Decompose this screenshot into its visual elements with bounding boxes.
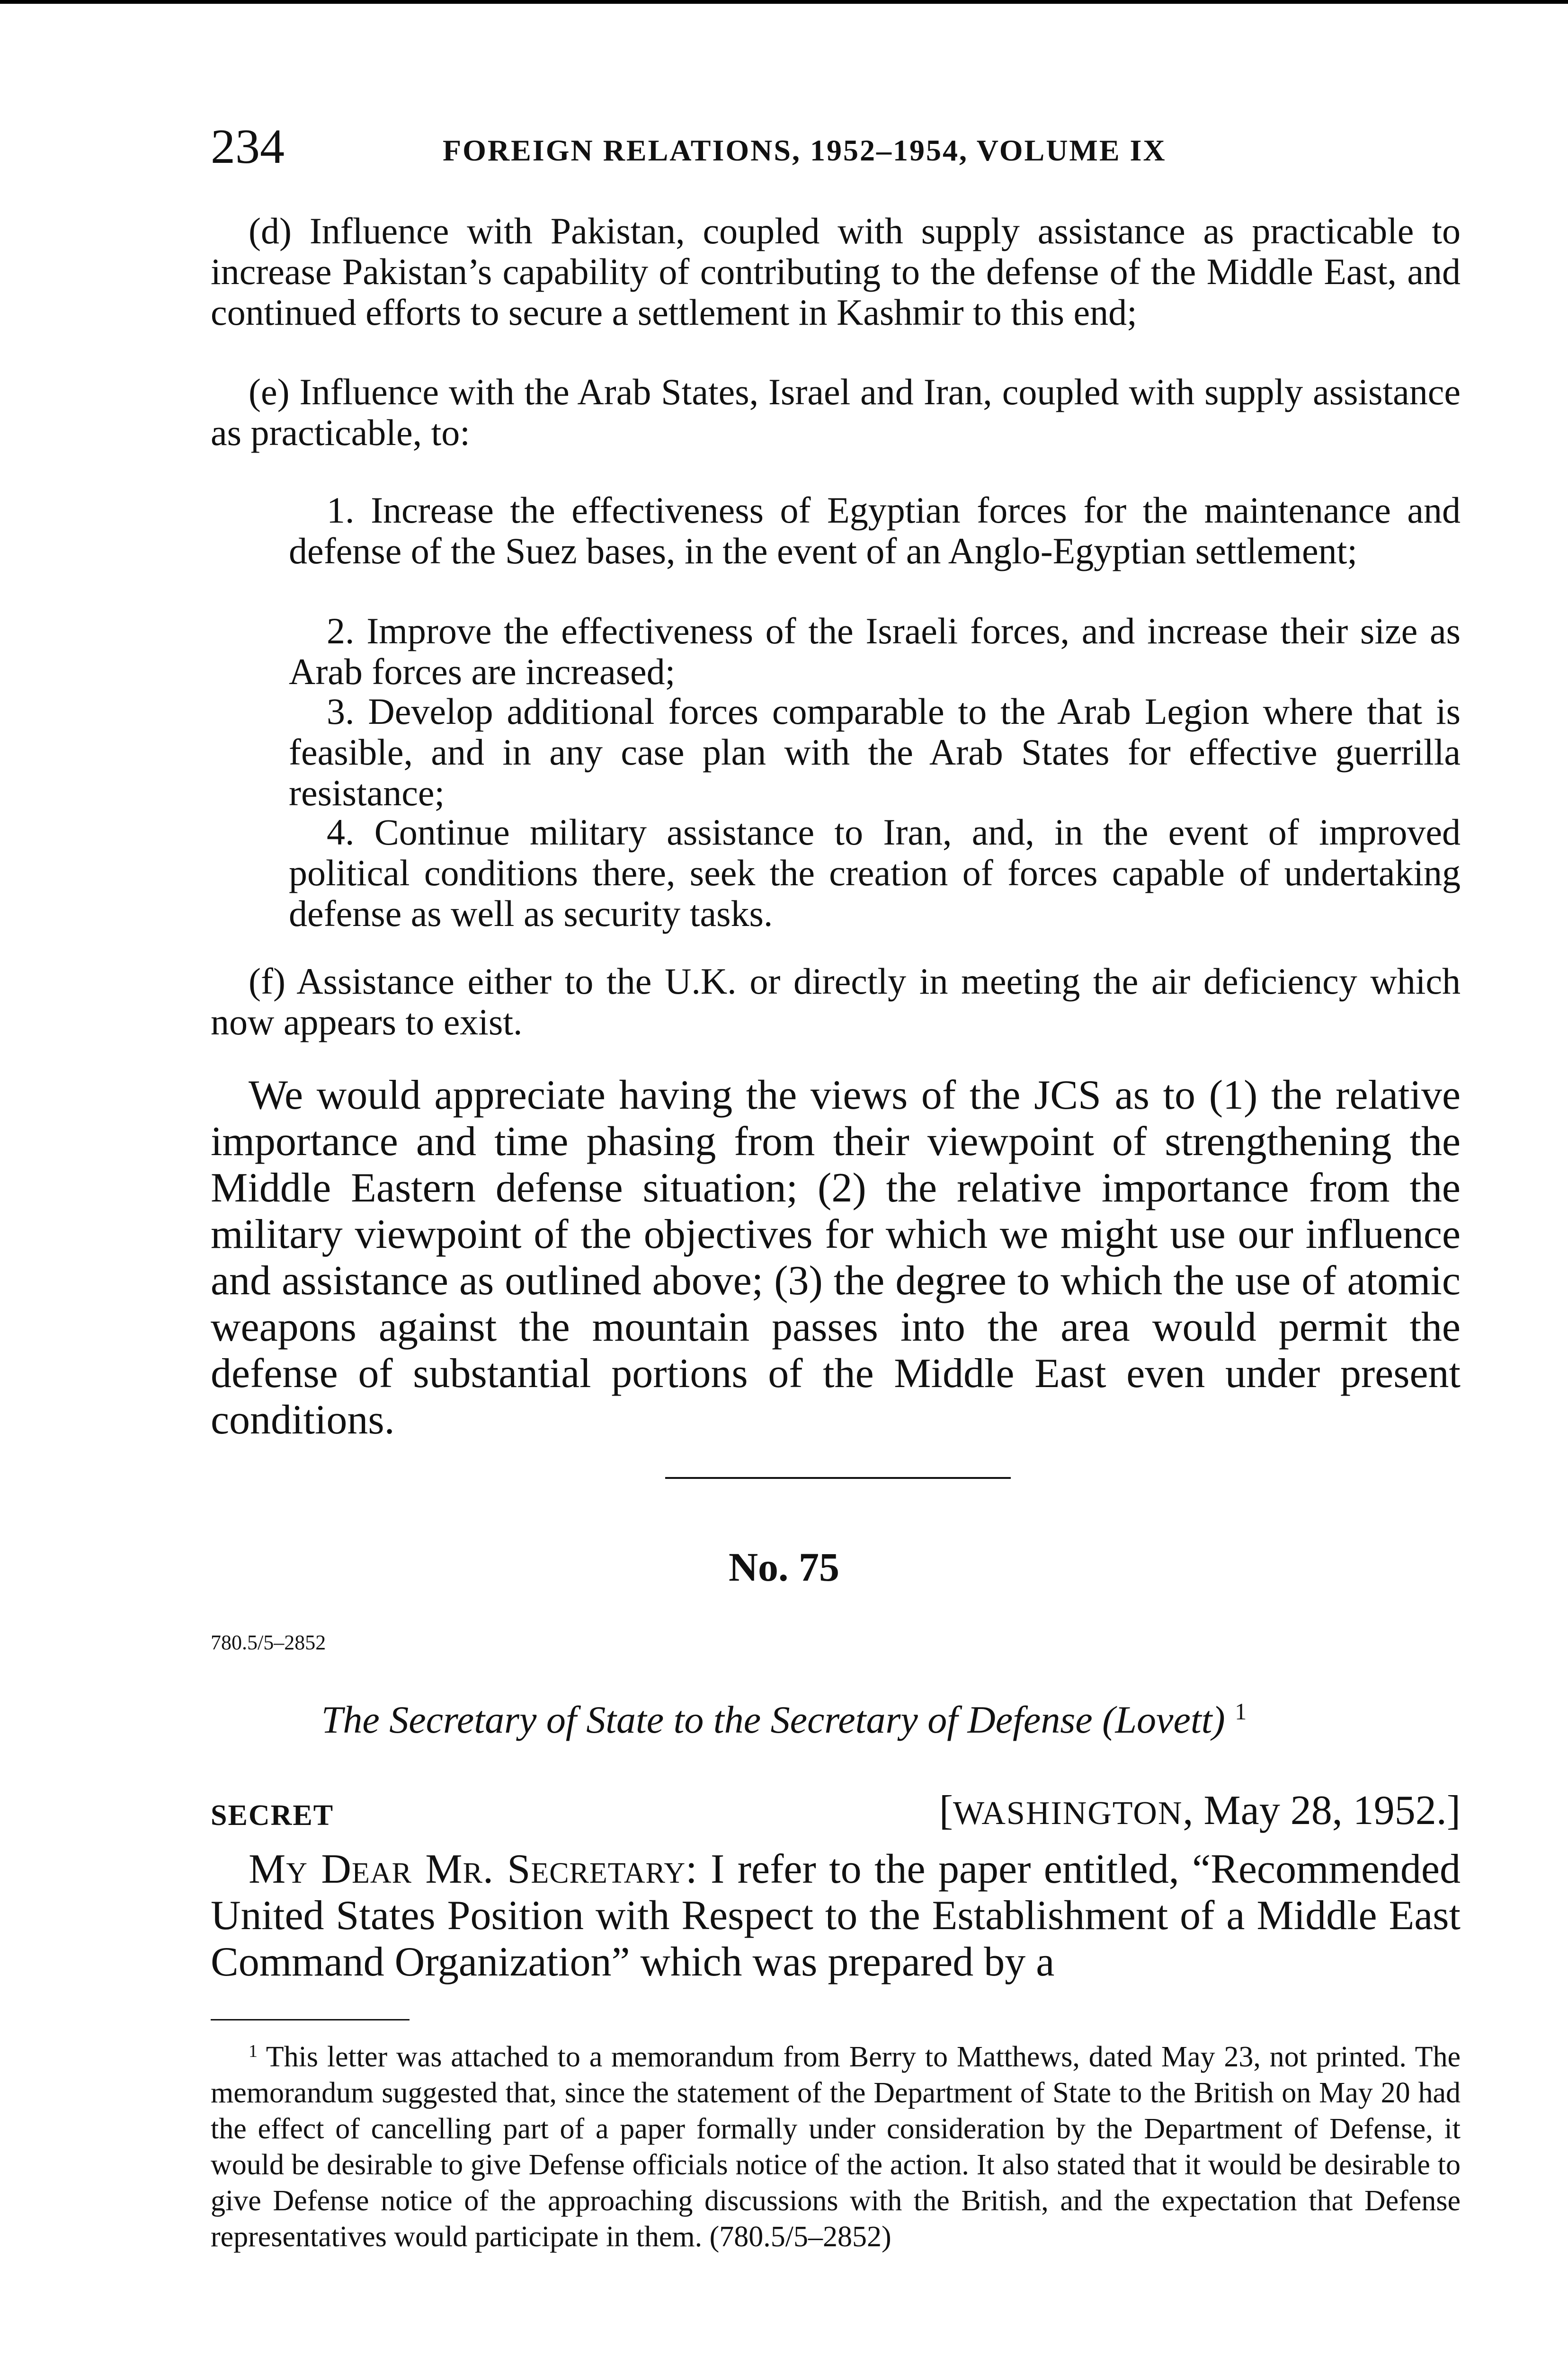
classification-label: SECRET bbox=[211, 1799, 334, 1832]
subitem-2: 2. Improve the effectiveness of the Israeli forces, and increase their size as Arab forces are increased; bbox=[289, 610, 1461, 692]
letter-opening bbox=[211, 1846, 1461, 1985]
document-title bbox=[0, 1685, 1568, 1746]
title-footnote-mark[interactable]: 1 bbox=[1235, 1698, 1247, 1725]
opening-text: I refer to the paper entitled, “Recommended United States Position with Respect to the Establishment of a Middle East Command Organization” which was prepared by a bbox=[211, 1846, 1461, 1985]
scan-edge bbox=[0, 0, 1568, 4]
point-f: (f) Assistance either to the U.K. or directly in meeting the air deficiency which now appears to exist. bbox=[211, 961, 1461, 1042]
document-number: No. 75 bbox=[728, 1544, 840, 1590]
closing-paragraph: We would appreciate having the views of the JCS as to (1) the relative importance and time phasing from their viewpoint of strengthening the Middle Eastern defense situation; (2) the relative importance from the military viewpoint of the objectives for which we might use our influence and assistance as outlined above; (3) the degree to which the use of atomic weapons against the mountain passes into the area would permit the defense of substantial portions of the Middle East even under present conditions. bbox=[211, 1072, 1461, 1443]
date-line bbox=[939, 1785, 1461, 1840]
document-title-text: The Secretary of State to the Secretary of Defense (Lovett) bbox=[321, 1698, 1225, 1741]
point-e: (e) Influence with the Arab States, Israel and Iran, coupled with supply assistance as practicable, to: bbox=[211, 371, 1461, 453]
footnote-rule bbox=[211, 2019, 410, 2020]
subitem-1: 1. Increase the effectiveness of Egyptian forces for the maintenance and defense of the Suez bases, in the event of an Anglo-Egyptian settlement; bbox=[289, 489, 1461, 571]
date-place: WASHINGTON bbox=[953, 1795, 1183, 1832]
page-header bbox=[211, 118, 1461, 175]
date-rest: , May 28, 1952.] bbox=[1183, 1788, 1461, 1833]
footnote-1 bbox=[211, 2033, 1461, 2255]
section-divider bbox=[665, 1477, 1011, 1479]
file-code: 780.5/5–2852 bbox=[211, 1631, 326, 1654]
footnote-text: This letter was attached to a memorandum from Berry to Matthews, dated May 23, not printed. The memorandum suggested that, since the statement of the Department of State to the British on May 20 had the effect of cancelling part of a paper formally under consideration by the Department of Defense, it would be desirable to give Defense officials notice of the action. It also stated that it would be desirable to give Defense notice of the approaching discussions with the British, and the expectation that Defense representatives would participate in them. (780.5/5–2852) bbox=[211, 2041, 1461, 2253]
point-d: (d) Influence with Pakistan, coupled with supply assistance as practicable to increase Pakistan’s capability of contributing to the defense of the Middle East, and continued efforts to secure a settlement in Kashmir to this end; bbox=[211, 210, 1461, 333]
subitem-4: 4. Continue military assistance to Iran, and, in the event of improved political conditions there, seek the creation of forces capable of undertaking defense as well as security tasks. bbox=[289, 811, 1461, 934]
salutation: My Dear Mr. Secretary: bbox=[249, 1846, 698, 1892]
subitem-3: 3. Develop additional forces comparable to the Arab Legion where that is feasible, and in any case plan with the Arab States for effective guerrilla resistance; bbox=[289, 691, 1461, 813]
date-open: [ bbox=[939, 1788, 953, 1833]
page-number: 234 bbox=[211, 119, 285, 174]
running-head: FOREIGN RELATIONS, 1952–1954, VOLUME IX bbox=[443, 133, 1167, 167]
footnote-mark: 1 bbox=[249, 2041, 258, 2061]
